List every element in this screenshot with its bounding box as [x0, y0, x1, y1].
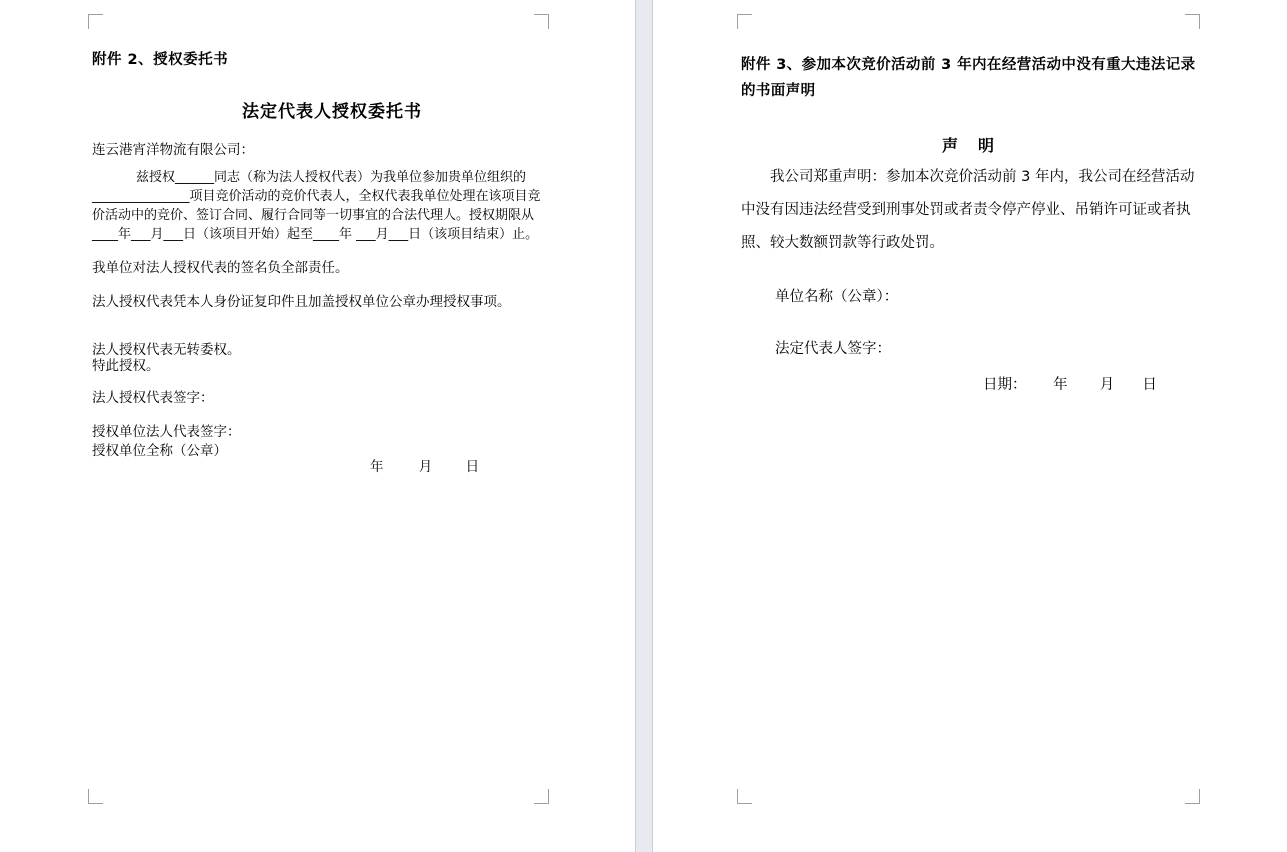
- crop-mark-bottom-right: [1185, 789, 1200, 804]
- page-1-date-month: 月: [418, 459, 433, 475]
- page-2-date-day: 日: [1142, 377, 1157, 393]
- page-2-date-year: 年: [1053, 377, 1068, 393]
- page-1-responsibility-line: 我单位对法人授权代表的签名负全部责任。: [92, 260, 349, 276]
- crop-mark-top-left: [737, 14, 752, 29]
- crop-mark-bottom-left: [88, 789, 103, 804]
- crop-mark-top-right: [534, 14, 549, 29]
- crop-mark-top-left: [88, 14, 103, 29]
- page-2-unit-name-line: 单位名称（公章）：: [775, 289, 899, 305]
- page-2-legal-rep-signature-line: 法定代表人签字：: [775, 341, 891, 357]
- page-1-unit-full-name-line: 授权单位全称（公章）: [92, 443, 227, 459]
- page-1-authorization-paragraph: 兹授权______同志（称为法人授权代表）为我单位参加贵单位组织的_______________项目竞价活动的竞价代表人，全权代表我单位处理在该项目竞价活动中的竞价、签订合同、履行合同等一切事宜的合法代理人。授权期限从____年___月___日（该项目开始）起至____年 ___月___日（该项目结束）止。: [92, 170, 541, 242]
- page-1-date-day: 日: [465, 459, 480, 475]
- page-1-date-year: 年: [370, 459, 384, 475]
- page-1-id-copy-line: 法人授权代表凭本人身份证复印件且加盖授权单位公章办理授权事项。: [92, 294, 511, 310]
- page-1-attachment-heading: 附件 2、授权委托书: [92, 52, 229, 68]
- page-1: [0, 0, 635, 852]
- page-2-title: 声 明: [941, 136, 996, 155]
- page-1-no-subdelegation-line: 法人授权代表无转委权。: [92, 342, 241, 358]
- page-1-representative-signature-line: 法人授权代表签字：: [92, 390, 214, 406]
- gutter-edge-left: [635, 0, 636, 852]
- crop-mark-top-right: [1185, 14, 1200, 29]
- page-2-declaration-paragraph: 我公司郑重声明：参加本次竞价活动前 3 年内，我公司在经营活动中没有因违法经营受到刑事处罚或者责令停产停业、吊销许可证或者执照、较大数额罚款等行政处罚。: [741, 169, 1195, 251]
- page-gutter: [635, 0, 653, 852]
- crop-mark-bottom-right: [534, 789, 549, 804]
- page-1-title: 法定代表人授权委托书: [242, 102, 422, 122]
- page-2-date-row: [983, 373, 1157, 394]
- page-1-date-row: [370, 455, 480, 475]
- page-2-date-label: 日期：: [983, 377, 1027, 393]
- page-2: [653, 0, 1287, 852]
- page-2-attachment-heading: 附件 3、参加本次竞价活动前 3 年内在经营活动中没有重大违法记录的书面声明: [741, 57, 1196, 99]
- crop-mark-bottom-left: [737, 789, 752, 804]
- page-1-hereby-authorize-line: 特此授权。: [92, 358, 160, 374]
- page-2-date-month: 月: [1099, 377, 1115, 393]
- page-1-legal-rep-signature-line: 授权单位法人代表签字：: [92, 424, 241, 440]
- page-1-company-line: 连云港宵洋物流有限公司：: [92, 142, 254, 158]
